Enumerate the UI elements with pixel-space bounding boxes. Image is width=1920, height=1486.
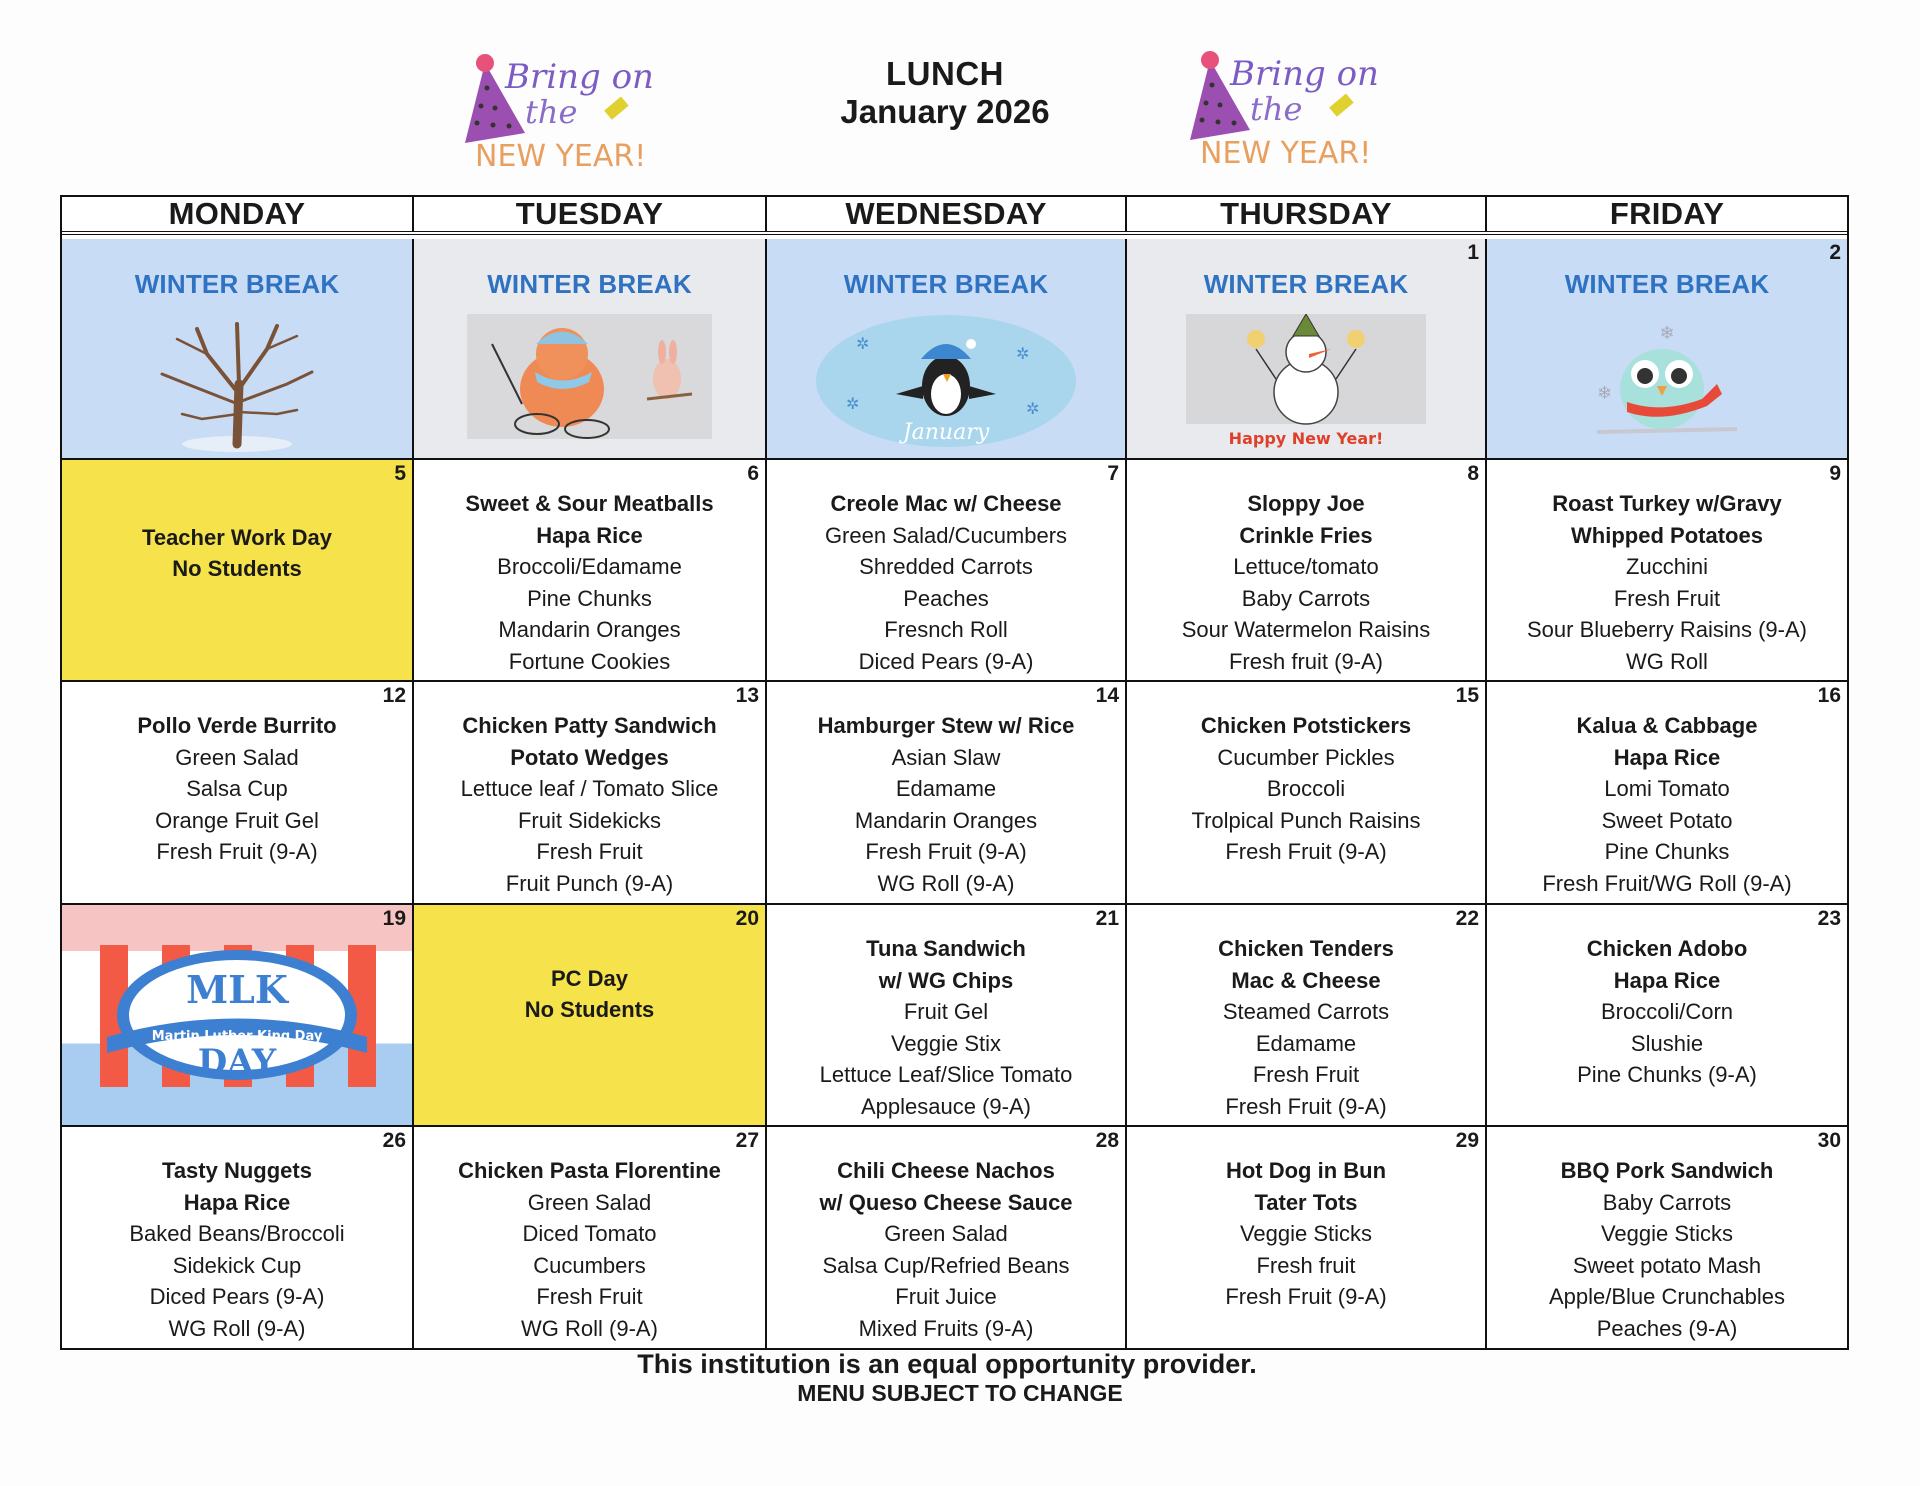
side-item: Edamame <box>895 776 997 801</box>
date-number: 19 <box>382 907 406 930</box>
day-cell <box>414 682 767 903</box>
side-item: Fresh Fruit (9-A) <box>865 839 1027 864</box>
svg-text:the: the <box>525 93 578 131</box>
side-item: Pine Chunks <box>527 585 652 611</box>
side-item: Green Salad/Cucumbers <box>824 522 1068 548</box>
side-item: Fresh fruit <box>1256 1252 1356 1278</box>
side-item: Apple/Blue Crunchables <box>1548 1284 1786 1309</box>
menu-list <box>767 710 1125 899</box>
menu-list <box>1127 1155 1485 1313</box>
menu-list <box>1127 933 1485 1122</box>
svg-text:✲: ✲ <box>856 336 870 353</box>
date-number: 27 <box>735 1129 759 1152</box>
day-cell <box>62 1127 414 1348</box>
day-cell <box>1487 905 1847 1125</box>
entree: Chili Cheese Nachos <box>837 1158 1055 1183</box>
day-cell <box>62 682 414 903</box>
side-item: Sour Blueberry Raisins (9-A) <box>1527 617 1807 642</box>
day-cell <box>1487 460 1847 680</box>
weekday-header-friday: FRIDAY <box>1609 196 1725 231</box>
menu-change-disclaimer: MENU SUBJECT TO CHANGE <box>797 1380 1123 1406</box>
weekday-header-tuesday: TUESDAY <box>414 197 767 231</box>
entree: Chicken Potstickers <box>1200 713 1412 738</box>
side-item: Fresh Fruit/WG Roll (9-A) <box>1542 870 1792 896</box>
day-cell <box>767 1127 1127 1348</box>
date-number: 26 <box>382 1129 406 1152</box>
menu-list <box>62 1155 412 1344</box>
svg-text:the: the <box>1250 90 1303 128</box>
entree: Chicken Pasta Florentine <box>458 1158 721 1183</box>
menu-list <box>62 710 412 868</box>
day-cell <box>1127 239 1487 458</box>
side-item: Veggie Sticks <box>1239 1221 1373 1246</box>
winter-break-label: WINTER BREAK <box>487 269 692 299</box>
side-item: Baby Carrots <box>1241 585 1371 611</box>
side-item: Salsa Cup <box>186 776 288 801</box>
week-row-1 <box>62 239 1847 460</box>
date-number: 2 <box>1829 241 1841 264</box>
side-item: Trolpical Punch Raisins <box>1191 807 1421 833</box>
side-item: Sweet Potato <box>1601 807 1733 833</box>
day-cell <box>414 239 767 458</box>
side-item: Applesauce (9-A) <box>861 1093 1031 1119</box>
entree: Hot Dog in Bun <box>1225 1158 1387 1183</box>
entree: Pollo Verde Burrito <box>137 713 337 738</box>
side-item: Fresh Fruit <box>536 1284 643 1309</box>
menu-list <box>414 488 765 677</box>
menu-list <box>1487 710 1847 899</box>
entree: Hapa Rice <box>1613 744 1721 770</box>
new-year-clipart-right <box>1180 45 1410 175</box>
new-year-clipart-left <box>455 48 685 178</box>
side-item: Lettuce/tomato <box>1233 554 1379 579</box>
side-item: Asian Slaw <box>891 744 1001 770</box>
svg-text:Bring on: Bring on <box>1230 54 1379 94</box>
side-item: WG Roll (9-A) <box>521 1315 658 1341</box>
winter-break-label: WINTER BREAK <box>1203 269 1409 299</box>
menu-list <box>1487 933 1847 1091</box>
day-cell <box>767 905 1127 1125</box>
svg-text:Martin Luther King Day: Martin Luther King Day <box>151 1029 323 1044</box>
svg-text:✲: ✲ <box>1026 401 1040 418</box>
svg-text:NEW YEAR!: NEW YEAR! <box>1200 136 1372 171</box>
side-item: Green Salad <box>884 1221 1008 1246</box>
week-row-4 <box>62 905 1847 1127</box>
side-item: Fresh fruit (9-A) <box>1228 648 1384 674</box>
entree: w/ Queso Cheese Sauce <box>819 1189 1073 1215</box>
side-item: Diced Pears (9-A) <box>149 1284 325 1309</box>
side-item: Fresnch Roll <box>884 617 1008 642</box>
snowman-icon <box>1181 314 1431 454</box>
date-number: 6 <box>747 462 759 485</box>
date-number: 12 <box>382 684 406 707</box>
date-number: 29 <box>1455 1129 1479 1152</box>
date-number: 28 <box>1095 1129 1119 1152</box>
date-number: 30 <box>1817 1129 1841 1152</box>
side-item: Broccoli <box>1266 776 1346 801</box>
week-row-3 <box>62 682 1847 905</box>
side-item: Fresh Fruit (9-A) <box>1225 1284 1387 1309</box>
entree: Hamburger Stew w/ Rice <box>817 713 1075 738</box>
side-item: Green Salad <box>527 1189 652 1215</box>
side-item: WG Roll (9-A) <box>877 870 1015 896</box>
menu-list <box>1127 488 1485 677</box>
side-item: Slushie <box>1630 1030 1704 1056</box>
menu-list <box>767 933 1125 1122</box>
side-item: Peaches (9-A) <box>1596 1315 1738 1341</box>
menu-list <box>1127 710 1485 868</box>
day-cell <box>1127 1127 1487 1348</box>
svg-text:NEW YEAR!: NEW YEAR! <box>475 139 647 174</box>
entree: Kalua & Cabbage <box>1576 713 1758 738</box>
page-title <box>795 55 1095 131</box>
menu-list <box>414 1155 765 1344</box>
side-item: Lomi Tomato <box>1604 776 1730 801</box>
lunch-calendar <box>60 195 1849 1350</box>
day-cell <box>1487 682 1847 903</box>
weekday-header-row <box>62 197 1847 235</box>
bear-snowshoes-icon <box>467 314 712 444</box>
date-number: 20 <box>735 907 759 930</box>
side-item: Cucumbers <box>533 1252 646 1278</box>
entree: BBQ Pork Sandwich <box>1560 1158 1774 1183</box>
side-item: Lettuce leaf / Tomato Slice <box>460 776 719 801</box>
side-item: Green Salad <box>175 744 299 770</box>
party-hat-icon <box>455 48 685 178</box>
side-item: Mandarin Oranges <box>498 617 681 642</box>
side-item: Baby Carrots <box>1602 1189 1732 1215</box>
weekday-header-thursday: THURSDAY <box>1127 197 1487 231</box>
owl-scarf-icon <box>1557 314 1777 449</box>
side-item: Fresh Fruit (9-A) <box>156 839 318 864</box>
side-item: Zucchini <box>1626 554 1708 579</box>
date-number: 13 <box>735 684 759 707</box>
day-cell <box>414 905 767 1125</box>
side-item: Pine Chunks <box>1604 839 1730 864</box>
week-row-2 <box>62 460 1847 682</box>
side-item: Fruit Sidekicks <box>517 807 662 833</box>
date-number: 8 <box>1467 462 1479 485</box>
svg-text:✲: ✲ <box>846 396 860 413</box>
side-item: Cucumber Pickles <box>1217 744 1395 770</box>
mlk-day-badge-icon <box>92 945 382 1095</box>
entree: Sloppy Joe <box>1247 491 1365 516</box>
side-item: Lettuce Leaf/Slice Tomato <box>819 1062 1073 1087</box>
day-cell <box>767 682 1127 903</box>
side-item: Fresh Fruit (9-A) <box>1225 839 1387 864</box>
entree: Chicken Adobo <box>1586 936 1748 961</box>
entree: w/ WG Chips <box>878 967 1014 993</box>
side-item: Fruit Juice <box>895 1284 997 1309</box>
date-number: 22 <box>1455 907 1479 930</box>
entree: Hapa Rice <box>536 522 643 548</box>
side-item: Shredded Carrots <box>859 554 1033 579</box>
side-item: Fresh Fruit <box>536 839 643 864</box>
day-cell <box>62 239 414 458</box>
svg-text:January: January <box>902 420 990 445</box>
menu-month: January 2026 <box>840 93 1050 130</box>
equal-opportunity-statement: This institution is an equal opportunity provider. <box>637 1349 1257 1379</box>
entree: Chicken Patty Sandwich <box>462 713 717 738</box>
svg-text:✲: ✲ <box>1016 346 1030 363</box>
entree: Hapa Rice <box>1613 967 1721 993</box>
day-cell <box>1127 460 1487 680</box>
side-item: Fresh Fruit <box>1613 585 1721 611</box>
winter-break-label: WINTER BREAK <box>843 269 1049 299</box>
entree: Chicken Tenders <box>1218 936 1394 961</box>
no-school-notice: Teacher Work Day No Students <box>142 525 332 581</box>
date-number: 9 <box>1829 462 1841 485</box>
menu-list <box>414 710 765 899</box>
date-number: 7 <box>1107 462 1119 485</box>
side-item: Fortune Cookies <box>508 648 671 674</box>
day-cell <box>1127 682 1487 903</box>
day-cell <box>1127 905 1487 1125</box>
svg-text:❄: ❄ <box>1597 383 1613 403</box>
side-item: Pine Chunks (9-A) <box>1577 1062 1757 1087</box>
side-item: Sidekick Cup <box>172 1252 302 1278</box>
side-item: Veggie Sticks <box>1600 1221 1734 1246</box>
svg-text:Happy New Year!: Happy New Year! <box>1228 429 1384 448</box>
entree: Hapa Rice <box>183 1189 291 1215</box>
entree: Potato Wedges <box>510 744 669 770</box>
side-item: Orange Fruit Gel <box>155 807 319 833</box>
side-item: Sour Watermelon Raisins <box>1181 617 1431 642</box>
svg-text:Bring on: Bring on <box>505 57 654 97</box>
weekday-header-monday: MONDAY <box>62 197 414 231</box>
day-cell <box>414 1127 767 1348</box>
svg-text:❄: ❄ <box>1659 323 1675 343</box>
menu-list <box>767 488 1125 677</box>
side-item: Edamame <box>1255 1030 1357 1056</box>
day-cell <box>62 460 414 680</box>
side-item: Diced Tomato <box>522 1221 657 1246</box>
date-number: 5 <box>394 462 406 485</box>
side-item: WG Roll <box>1626 648 1708 674</box>
side-item: Salsa Cup/Refried Beans <box>822 1252 1070 1278</box>
day-cell <box>62 905 414 1125</box>
side-item: Broccoli/Corn <box>1600 999 1734 1024</box>
date-number: 15 <box>1455 684 1479 707</box>
menu-list <box>767 1155 1125 1344</box>
entree: Tater Tots <box>1254 1189 1358 1215</box>
no-school-notice: PC Day No Students <box>524 966 655 1022</box>
entree: Creole Mac w/ Cheese <box>830 491 1062 516</box>
date-number: 21 <box>1095 907 1119 930</box>
day-cell <box>414 460 767 680</box>
winter-break-label: WINTER BREAK <box>134 269 340 299</box>
date-number: 23 <box>1817 907 1841 930</box>
day-cell <box>1487 1127 1847 1348</box>
menu-list <box>1487 1155 1847 1344</box>
party-hat-icon <box>1180 45 1410 175</box>
menu-list <box>1487 488 1847 677</box>
day-cell <box>1487 239 1847 458</box>
menu-title: LUNCH <box>886 55 1004 92</box>
winter-break-label: WINTER BREAK <box>1564 269 1770 299</box>
side-item: Peaches <box>903 585 989 611</box>
side-item: Veggie Stix <box>890 1030 1002 1056</box>
week-row-5 <box>62 1127 1847 1348</box>
side-item: Fresh Fruit (9-A) <box>1225 1093 1387 1119</box>
entree: Tasty Nuggets <box>162 1158 312 1183</box>
side-item: Mixed Fruits (9-A) <box>858 1315 1034 1341</box>
side-item: Sweet potato Mash <box>1572 1252 1762 1278</box>
date-number: 14 <box>1095 684 1119 707</box>
entree: Whipped Potatoes <box>1571 522 1763 548</box>
entree: Crinkle Fries <box>1239 522 1373 548</box>
date-number: 16 <box>1817 684 1841 707</box>
side-item: Steamed Carrots <box>1222 999 1390 1024</box>
penguin-january-icon <box>811 314 1081 454</box>
day-cell <box>767 239 1127 458</box>
entree: Tuna Sandwich <box>866 936 1026 961</box>
side-item: WG Roll (9-A) <box>168 1315 306 1341</box>
side-item: Diced Pears (9-A) <box>858 648 1034 674</box>
side-item: Fresh Fruit <box>1252 1062 1360 1087</box>
entree: Roast Turkey w/Gravy <box>1552 491 1782 516</box>
side-item: Baked Beans/Broccoli <box>129 1221 345 1246</box>
side-item: Fruit Punch (9-A) <box>505 870 674 896</box>
weekday-header-wednesday: WEDNESDAY <box>767 197 1127 231</box>
svg-text:MLK: MLK <box>186 967 288 1012</box>
side-item: Broccoli/Edamame <box>497 554 682 579</box>
bare-tree-icon <box>147 314 327 458</box>
entree: Mac & Cheese <box>1231 967 1381 993</box>
side-item: Fruit Gel <box>903 999 989 1024</box>
side-item: Mandarin Oranges <box>854 807 1038 833</box>
svg-text:DAY: DAY <box>197 1042 277 1082</box>
entree: Sweet & Sour Meatballs <box>465 491 714 516</box>
day-cell <box>767 460 1127 680</box>
date-number: 1 <box>1467 241 1479 264</box>
